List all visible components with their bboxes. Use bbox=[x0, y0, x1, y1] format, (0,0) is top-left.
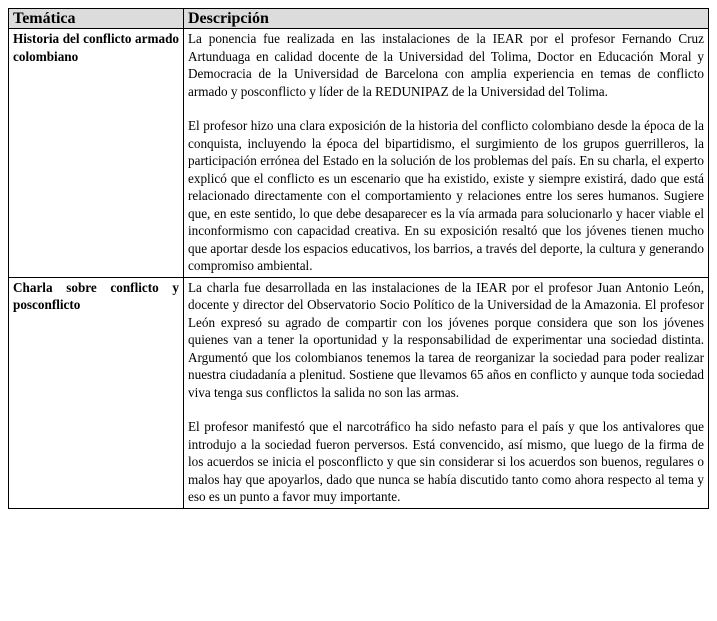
description-cell bbox=[184, 277, 709, 508]
description-paragraph: La charla fue desarrollada en las instalaciones de la IEAR por el profesor Juan Antonio León, docente y director del Observatorio Socio Político de la Universidad de la Amazonia. El profesor León expresó su agrado de compartir con los jóvenes porque considera que son los jóvenes quienes van a tener la oportunidad y la responsabilidad de experimentar una sociedad distinta. Argumentó que los colombianos tenemos la tarea de reorganizar la sociedad para poder realizar nuestra ciudadanía a plenitud. Sostiene que llevamos 65 años en conflicto y aunque toda sociedad viva tenga sus conflictos la salida no son las armas. bbox=[188, 279, 704, 400]
description-paragraph: El profesor hizo una clara exposición de la historia del conflicto colombiano desde la época de la conquista, incluyendo la época del bipartidismo, el surgimiento de los grupos guerrilleros, la participación errónea del Estado en la solución de los problemas del país. En su charla, el experto explicó que el conflicto es un escenario que ha existido, existe y siempre existirá, dado que está relacionado directamente con el comportamiento y relaciones entre los seres humanos. Sugiere que, en este sentido, lo que debe desaparecer es la vía armada para solucionarlo y hacer viable el inconformismo con capacidad creativa. En su exposición resaltó que los jóvenes tienen mucho que aportar desde los espacios educativos, los barrios, a través del deporte, la cultura y generando compromiso ambiental. bbox=[188, 118, 704, 273]
table-body bbox=[9, 29, 709, 509]
topic-cell: Historia del conflicto armado colombiano bbox=[9, 29, 184, 278]
topics-table bbox=[8, 8, 709, 509]
header-row bbox=[9, 9, 709, 29]
description-cell bbox=[184, 29, 709, 278]
document-page bbox=[8, 8, 708, 509]
description-paragraph: El profesor manifestó que el narcotráfico ha sido nefasto para el país y que los antivalores que introdujo a la sociedad fueron perversos. Está convencido, así mismo, que luego de la firma de los acuerdos se inicia el posconflicto y que sin considerar si los acuerdos son buenos, regulares o malos hay que apoyarlos, dado que nunca se había discutido tanto como ahora respecto al tema y eso es un punto a favor muy importante. bbox=[188, 419, 704, 504]
table-row bbox=[9, 277, 709, 508]
table-row bbox=[9, 29, 709, 278]
description-paragraph: La ponencia fue realizada en las instalaciones de la IEAR por el profesor Fernando Cruz Artunduaga en calidad docente de la Universidad del Tolima, Doctor en Educación Moral y Democracia de la Universidad de Barcelona con amplia experiencia en temas de conflicto armado y posconflicto y líder de la REDUNIPAZ de la Universidad del Tolima. bbox=[188, 31, 704, 99]
table-header bbox=[9, 9, 709, 29]
header-descripcion: Descripción bbox=[184, 9, 709, 29]
header-tematica: Temática bbox=[9, 9, 184, 29]
topic-cell: Charla sobre conflicto y posconflicto bbox=[9, 277, 184, 508]
